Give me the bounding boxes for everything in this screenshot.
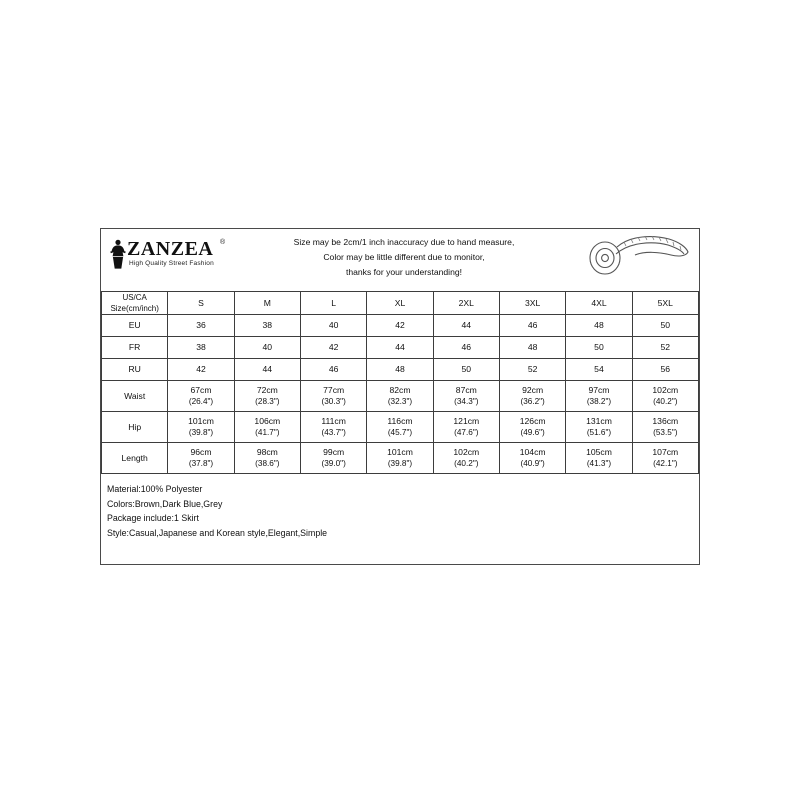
table-cell <box>300 381 366 412</box>
table-cell <box>499 412 565 443</box>
measuring-tape-icon <box>583 233 691 281</box>
note-line-1: Size may be 2cm/1 inch inaccuracy due to hand measure, <box>293 237 515 247</box>
table-cell: 46 <box>433 337 499 359</box>
row-label: EU <box>102 315 168 337</box>
registered-mark: ® <box>220 239 226 246</box>
value-inch: (40.2") <box>454 459 479 468</box>
table-cell: 42 <box>168 359 234 381</box>
table-cell <box>632 381 698 412</box>
value-cm: 131cm <box>586 416 612 426</box>
table-row <box>102 337 699 359</box>
value-inch: (30.3") <box>321 397 346 406</box>
woman-silhouette-icon <box>109 239 127 269</box>
table-cell: 42 <box>300 337 366 359</box>
value-cm: 82cm <box>389 385 411 395</box>
table-cell <box>433 381 499 412</box>
brand-logo <box>107 237 237 283</box>
table-cell <box>632 412 698 443</box>
row-label: Length <box>102 443 168 474</box>
table-cell <box>300 412 366 443</box>
table-cell <box>566 412 632 443</box>
value-inch: (36.2") <box>520 397 545 406</box>
value-inch: (39.0") <box>321 459 346 468</box>
value-inch: (39.8") <box>387 459 413 468</box>
product-details <box>101 474 699 540</box>
value-cm: 111cm <box>321 416 346 426</box>
table-cell <box>168 443 234 474</box>
row-label: Waist <box>102 381 168 412</box>
value-inch: (38.2") <box>586 397 612 406</box>
note-line-2: Color may be little different due to monitor, <box>323 252 485 262</box>
detail-material: Material:100% Polyester <box>107 484 203 494</box>
table-cell <box>300 443 366 474</box>
value-cm: 121cm <box>453 416 480 426</box>
column-header: 4XL <box>566 292 632 315</box>
row-label: FR <box>102 337 168 359</box>
value-cm: 101cm <box>188 416 214 426</box>
column-header: 5XL <box>632 292 698 315</box>
value-inch: (34.3") <box>454 397 479 406</box>
table-cell <box>367 381 433 412</box>
value-inch: (47.6") <box>454 428 479 437</box>
table-cell: 44 <box>234 359 300 381</box>
table-row <box>102 412 699 443</box>
table-cell <box>367 443 433 474</box>
table-cell <box>566 381 632 412</box>
value-cm: 96cm <box>190 447 212 457</box>
value-inch: (38.6") <box>255 459 280 468</box>
column-header: 3XL <box>499 292 565 315</box>
value-cm: 99cm <box>323 447 345 457</box>
table-cell <box>168 381 234 412</box>
value-inch: (49.6") <box>520 428 545 437</box>
chart-header <box>101 229 699 291</box>
table-cell: 36 <box>168 315 234 337</box>
value-cm: 101cm <box>387 447 413 457</box>
value-cm: 92cm <box>522 385 544 395</box>
corner-label-line1: US/CA <box>122 293 147 302</box>
value-cm: 102cm <box>453 447 480 457</box>
brand-tagline: High Quality Street Fashion <box>129 260 214 267</box>
table-cell: 46 <box>300 359 366 381</box>
value-inch: (41.3") <box>586 459 612 468</box>
value-inch: (42.1") <box>653 459 678 468</box>
detail-colors: Colors:Brown,Dark Blue,Grey <box>107 498 223 509</box>
table-cell: 38 <box>168 337 234 359</box>
table-cell: 40 <box>234 337 300 359</box>
table-cell <box>234 381 300 412</box>
value-inch: (43.7") <box>321 428 346 437</box>
table-cell: 56 <box>632 359 698 381</box>
table-cell: 42 <box>367 315 433 337</box>
table-cell <box>234 443 300 474</box>
table-row <box>102 443 699 474</box>
table-cell: 44 <box>367 337 433 359</box>
table-cell: 50 <box>566 337 632 359</box>
value-inch: (41.7") <box>255 428 280 437</box>
table-cell <box>433 443 499 474</box>
value-cm: 105cm <box>586 447 612 457</box>
table-cell <box>632 443 698 474</box>
size-table <box>101 291 699 474</box>
value-cm: 97cm <box>588 385 610 395</box>
measurement-notes <box>239 235 569 280</box>
value-inch: (40.9") <box>520 459 545 468</box>
value-cm: 102cm <box>652 385 679 395</box>
table-cell <box>566 443 632 474</box>
table-cell <box>367 412 433 443</box>
column-header: M <box>234 292 300 315</box>
value-cm: 136cm <box>652 416 679 426</box>
value-inch: (39.8") <box>188 428 214 437</box>
value-cm: 106cm <box>254 416 281 426</box>
table-cell: 48 <box>499 337 565 359</box>
table-cell: 40 <box>300 315 366 337</box>
brand-name: ZANZEA <box>127 238 214 260</box>
value-inch: (40.2") <box>653 397 678 406</box>
value-inch: (26.4") <box>188 397 214 406</box>
table-cell: 52 <box>632 337 698 359</box>
table-cell <box>433 412 499 443</box>
value-inch: (37.8") <box>188 459 214 468</box>
table-cell: 52 <box>499 359 565 381</box>
value-cm: 116cm <box>387 416 413 426</box>
table-cell <box>499 443 565 474</box>
table-cell <box>499 381 565 412</box>
table-row <box>102 315 699 337</box>
table-cell: 48 <box>566 315 632 337</box>
table-cell: 38 <box>234 315 300 337</box>
value-inch: (28.3") <box>255 397 280 406</box>
table-cell <box>168 412 234 443</box>
size-chart-sheet <box>100 228 700 565</box>
table-cell: 54 <box>566 359 632 381</box>
corner-label-line2: Size(cm/inch) <box>110 304 159 313</box>
table-row <box>102 359 699 381</box>
table-cell: 50 <box>632 315 698 337</box>
row-label: Hip <box>102 412 168 443</box>
detail-package: Package include:1 Skirt <box>107 513 199 523</box>
column-header: L <box>300 292 366 315</box>
table-cell: 46 <box>499 315 565 337</box>
value-cm: 98cm <box>256 447 278 457</box>
table-row <box>102 381 699 412</box>
value-cm: 104cm <box>519 447 546 457</box>
value-cm: 67cm <box>190 385 212 395</box>
column-header: 2XL <box>433 292 499 315</box>
column-header: S <box>168 292 234 315</box>
table-cell: 44 <box>433 315 499 337</box>
value-cm: 126cm <box>519 416 546 426</box>
value-inch: (53.5") <box>653 428 678 437</box>
value-cm: 87cm <box>455 385 477 395</box>
table-corner-cell <box>102 292 168 315</box>
note-line-3: thanks for your understanding! <box>345 267 463 277</box>
value-cm: 72cm <box>256 385 278 395</box>
detail-style: Style:Casual,Japanese and Korean style,Elegant,Simple <box>107 527 328 538</box>
value-cm: 107cm <box>652 447 679 457</box>
value-cm: 77cm <box>323 385 345 395</box>
value-inch: (45.7") <box>387 428 413 437</box>
row-label: RU <box>102 359 168 381</box>
table-cell: 50 <box>433 359 499 381</box>
table-cell <box>234 412 300 443</box>
table-header-row <box>102 292 699 315</box>
value-inch: (51.6") <box>586 428 612 437</box>
table-cell: 48 <box>367 359 433 381</box>
column-header: XL <box>367 292 433 315</box>
value-inch: (32.3") <box>387 397 413 406</box>
